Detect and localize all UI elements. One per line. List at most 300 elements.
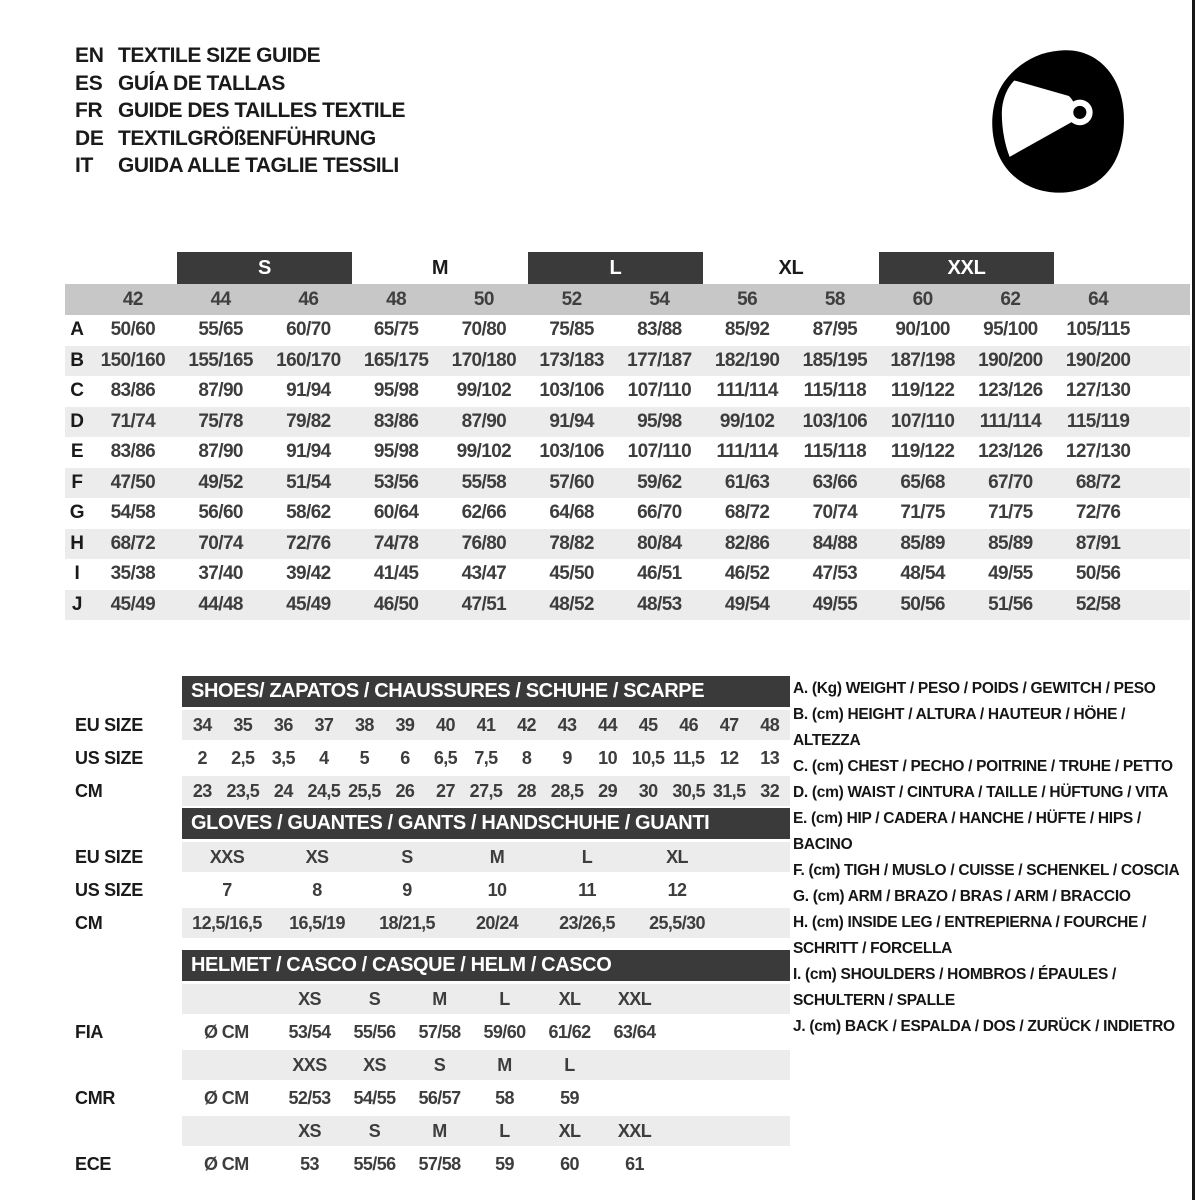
row-band bbox=[182, 1149, 790, 1179]
helmet-sizes-row bbox=[65, 1050, 790, 1080]
helmet-values-row bbox=[65, 1017, 790, 1047]
measure-value: 51/54 bbox=[286, 471, 331, 493]
measure-row bbox=[65, 437, 1190, 468]
measure-value: 46/52 bbox=[724, 563, 770, 585]
measure-value: 75/78 bbox=[198, 410, 243, 432]
measure-value: 84/88 bbox=[812, 532, 858, 554]
measure-value: 48/53 bbox=[637, 593, 682, 615]
helmet-size-label: M bbox=[432, 988, 447, 1009]
measure-value: 55/65 bbox=[198, 319, 243, 341]
size-value: 40 bbox=[436, 714, 455, 735]
measure-value: 49/55 bbox=[812, 593, 858, 615]
measure-value: 190/200 bbox=[978, 349, 1043, 371]
measure-row bbox=[65, 376, 1190, 407]
row-label: US SIZE bbox=[75, 879, 143, 900]
measure-value: 111/114 bbox=[979, 410, 1042, 432]
measure-value: 35/38 bbox=[110, 563, 156, 585]
size-value: 28,5 bbox=[550, 780, 584, 801]
size-value: 9 bbox=[402, 879, 412, 900]
language-title: GUIDE DES TAILLES TEXTILE bbox=[118, 99, 405, 122]
size-value: 16,5/19 bbox=[289, 912, 345, 933]
measure-value: 87/95 bbox=[812, 319, 858, 341]
measure-value: 83/86 bbox=[110, 380, 156, 402]
measure-value: 119/122 bbox=[890, 380, 955, 402]
row-band bbox=[182, 1083, 790, 1113]
size-value: 41 bbox=[476, 714, 496, 735]
measure-value: 39/42 bbox=[286, 563, 331, 585]
gloves-section-title: GLOVES / GUANTES / GANTS / HANDSCHUHE / GUANTI bbox=[182, 808, 790, 839]
measure-value: 165/175 bbox=[363, 349, 429, 371]
size-value: 36 bbox=[273, 714, 293, 735]
size-row bbox=[65, 710, 790, 740]
size-value: 2 bbox=[197, 747, 207, 768]
helmet-size-label: XXL bbox=[617, 988, 652, 1009]
row-band bbox=[182, 743, 790, 773]
gloves-size-table bbox=[65, 808, 790, 938]
size-value: 10 bbox=[487, 879, 507, 900]
helmet-size-label: M bbox=[497, 1054, 512, 1075]
measure-value: 182/190 bbox=[714, 349, 780, 371]
measure-value: 65/68 bbox=[900, 471, 945, 493]
size-value: 4 bbox=[319, 747, 329, 768]
size-value: 47 bbox=[719, 714, 739, 735]
size-value: 6 bbox=[400, 747, 410, 768]
measure-value: 53/56 bbox=[373, 471, 419, 493]
helmet-size-value: 59/60 bbox=[483, 1021, 526, 1042]
measure-value: 99/102 bbox=[456, 441, 512, 463]
measure-value: 70/80 bbox=[461, 319, 507, 341]
measure-value: 71/74 bbox=[110, 410, 156, 432]
helmet-size-value: 61 bbox=[625, 1153, 644, 1174]
helmet-size-label: XS bbox=[298, 988, 321, 1009]
measure-value: 83/86 bbox=[110, 441, 156, 463]
helmet-size-value: 58 bbox=[495, 1087, 514, 1108]
language-list bbox=[75, 42, 405, 180]
helmet-standard-label: ECE bbox=[75, 1153, 112, 1174]
size-value: XS bbox=[305, 846, 329, 867]
measure-value: 37/40 bbox=[198, 563, 243, 585]
size-value: L bbox=[581, 846, 593, 867]
language-title: GUÍA DE TALLAS bbox=[118, 71, 285, 95]
measure-value: 91/94 bbox=[549, 410, 594, 432]
size-value: 13 bbox=[760, 747, 780, 768]
legend-item: D. (cm) WAIST / CINTURA / TAILLE / HÜFTUNG / VITA bbox=[793, 784, 1169, 801]
measure-value: 87/90 bbox=[461, 410, 507, 432]
measure-value: 46/50 bbox=[373, 593, 419, 615]
measure-value: 52/58 bbox=[1075, 593, 1121, 615]
measurement-legend bbox=[793, 676, 1193, 1040]
measure-value: 41/45 bbox=[373, 563, 419, 585]
measure-row-label: D bbox=[70, 410, 84, 432]
legend-item: B. (cm) HEIGHT / ALTURA / HAUTEUR / HÖHE / ALTEZZA bbox=[793, 706, 1126, 749]
measure-value: 48/52 bbox=[549, 593, 594, 615]
measure-value: 99/102 bbox=[719, 410, 775, 432]
measure-value: 57/60 bbox=[549, 471, 594, 493]
size-value: 10 bbox=[598, 747, 617, 768]
size-value: 12 bbox=[719, 747, 739, 768]
helmet-standard-label: FIA bbox=[75, 1021, 104, 1042]
helmet-values-row bbox=[65, 1149, 790, 1179]
measure-value: 115/118 bbox=[803, 380, 867, 402]
measure-value: 61/63 bbox=[724, 471, 770, 493]
measure-value: 49/52 bbox=[198, 471, 243, 493]
measure-value: 87/90 bbox=[198, 380, 243, 402]
size-group-header bbox=[65, 252, 1190, 284]
measure-value: 83/88 bbox=[637, 319, 682, 341]
measure-row-label: E bbox=[70, 441, 84, 463]
helmet-size-value: 57/58 bbox=[418, 1153, 461, 1174]
size-value: 2,5 bbox=[231, 747, 255, 768]
measure-value: 103/106 bbox=[802, 410, 868, 432]
size-value: 34 bbox=[192, 714, 212, 735]
legend-item: C. (cm) CHEST / PECHO / POITRINE / TRUHE / PETTO bbox=[793, 758, 1173, 775]
measure-value: 103/106 bbox=[539, 441, 604, 463]
measure-value: 48/54 bbox=[900, 563, 945, 585]
numeric-size: 58 bbox=[824, 288, 845, 310]
measure-value: 85/89 bbox=[900, 532, 945, 554]
size-row bbox=[65, 842, 790, 872]
size-value: 6,5 bbox=[433, 747, 458, 768]
size-value: 24,5 bbox=[307, 780, 341, 801]
size-value: 23 bbox=[192, 780, 212, 801]
size-value: 48 bbox=[760, 714, 780, 735]
size-value: 25,5 bbox=[348, 780, 381, 801]
row-band bbox=[182, 1116, 790, 1146]
size-value: 27,5 bbox=[469, 780, 503, 801]
size-value: 45 bbox=[638, 714, 658, 735]
size-value: 32 bbox=[760, 780, 780, 801]
measure-value: 79/82 bbox=[286, 410, 331, 432]
gloves-rows bbox=[65, 842, 790, 938]
size-value: 35 bbox=[233, 714, 253, 735]
size-value: S bbox=[401, 846, 413, 867]
helmet-size-label: L bbox=[499, 1120, 510, 1141]
helmet-size-value: 59 bbox=[495, 1153, 514, 1174]
measure-value: 170/180 bbox=[451, 349, 517, 371]
row-band bbox=[182, 1017, 790, 1047]
helmet-size-label: XXS bbox=[292, 1054, 327, 1075]
size-group-m: M bbox=[431, 256, 449, 279]
numeric-size: 64 bbox=[1088, 288, 1109, 310]
size-value: 12 bbox=[667, 879, 687, 900]
measure-value: 123/126 bbox=[978, 380, 1043, 402]
language-row bbox=[75, 70, 405, 98]
measure-row bbox=[65, 498, 1190, 529]
measure-value: 62/66 bbox=[461, 502, 507, 524]
measure-value: 50/56 bbox=[1075, 563, 1121, 585]
legend-item: J. (cm) BACK / ESPALDA / DOS / ZURÜCK / INDIETRO bbox=[793, 1018, 1175, 1035]
numeric-size: 62 bbox=[1000, 288, 1021, 310]
size-value: 10,5 bbox=[631, 747, 665, 768]
measure-value: 75/85 bbox=[549, 319, 594, 341]
numeric-size: 44 bbox=[210, 288, 231, 310]
measure-value: 60/70 bbox=[286, 319, 331, 341]
measure-value: 187/198 bbox=[890, 349, 955, 371]
measure-value: 150/160 bbox=[100, 349, 166, 371]
measure-rows bbox=[65, 315, 1190, 620]
size-value: 18/21,5 bbox=[379, 912, 435, 933]
shoes-section-title: SHOES/ ZAPATOS / CHAUSSURES / SCHUHE / SCARPE bbox=[182, 676, 790, 707]
helmet-size-label: L bbox=[564, 1054, 575, 1075]
size-row bbox=[65, 743, 790, 773]
measure-value: 64/68 bbox=[549, 502, 594, 524]
measure-row bbox=[65, 407, 1190, 438]
measure-value: 59/62 bbox=[637, 471, 682, 493]
helmet-size-label: S bbox=[368, 988, 381, 1009]
helmet-rows bbox=[65, 984, 790, 1179]
measure-value: 45/50 bbox=[549, 563, 594, 585]
diameter-unit: Ø CM bbox=[204, 1021, 249, 1042]
measure-row-label: J bbox=[71, 593, 83, 615]
measure-value: 111/114 bbox=[716, 441, 778, 463]
measure-value: 127/130 bbox=[1065, 441, 1131, 463]
numeric-size: 54 bbox=[649, 288, 670, 310]
measure-value: 46/51 bbox=[637, 563, 682, 585]
row-label-spacer bbox=[65, 1050, 182, 1080]
measure-value: 83/86 bbox=[373, 410, 419, 432]
numeric-size: 46 bbox=[298, 288, 319, 310]
measure-value: 115/118 bbox=[803, 441, 867, 463]
size-value: 38 bbox=[354, 714, 374, 735]
language-title: TEXTILGRÖßENFÜHRUNG bbox=[118, 126, 376, 150]
helmet-size-value: 54/55 bbox=[353, 1087, 396, 1108]
measure-value: 74/78 bbox=[373, 532, 419, 554]
measure-value: 58/62 bbox=[286, 502, 331, 524]
measure-value: 177/187 bbox=[627, 349, 692, 371]
helmet-size-value: 59 bbox=[560, 1087, 579, 1108]
measure-value: 155/165 bbox=[188, 349, 253, 371]
helmet-size-label: XS bbox=[363, 1054, 386, 1075]
measure-value: 95/98 bbox=[373, 380, 419, 402]
measure-value: 71/75 bbox=[900, 502, 945, 524]
measure-value: 60/64 bbox=[373, 502, 419, 524]
measure-row-label: A bbox=[70, 319, 84, 341]
size-value: 29 bbox=[598, 780, 617, 801]
size-group-l: L bbox=[528, 252, 704, 284]
measure-value: 107/110 bbox=[890, 410, 955, 432]
measure-value: 107/110 bbox=[627, 441, 692, 463]
helmet-sizes-row bbox=[65, 1116, 790, 1146]
measure-value: 87/90 bbox=[198, 441, 243, 463]
measure-value: 50/60 bbox=[110, 319, 156, 341]
helmet-size-value: 56/57 bbox=[418, 1087, 461, 1108]
size-value: 44 bbox=[598, 714, 617, 735]
measure-value: 115/119 bbox=[1066, 410, 1130, 432]
size-value: 7,5 bbox=[474, 747, 498, 768]
size-value: 12,5/16,5 bbox=[192, 912, 262, 933]
measure-row bbox=[65, 590, 1190, 621]
measure-value: 99/102 bbox=[456, 380, 512, 402]
measure-value: 91/94 bbox=[286, 380, 331, 402]
row-label-spacer bbox=[65, 984, 182, 1014]
numeric-size: 56 bbox=[737, 288, 758, 310]
helmet-size-value: 53 bbox=[300, 1153, 319, 1174]
size-value: M bbox=[489, 846, 505, 867]
helmet-size-value: 61/62 bbox=[548, 1021, 591, 1042]
measure-value: 67/70 bbox=[988, 471, 1033, 493]
size-value: 23/26,5 bbox=[559, 912, 615, 933]
size-value: 7 bbox=[222, 879, 232, 900]
size-value: 24 bbox=[273, 780, 293, 801]
size-row bbox=[65, 875, 790, 905]
size-value: 11 bbox=[578, 879, 596, 900]
helmet-size-value: 55/56 bbox=[353, 1021, 396, 1042]
helmet-size-value: 60 bbox=[560, 1153, 579, 1174]
helmet-size-value: 52/53 bbox=[288, 1087, 331, 1108]
measure-value: 50/56 bbox=[900, 593, 945, 615]
helmet-sizes-row bbox=[65, 984, 790, 1014]
size-row bbox=[65, 908, 790, 938]
size-value: 3,5 bbox=[271, 747, 295, 768]
helmet-size-label: XL bbox=[558, 1120, 581, 1141]
language-code: ES bbox=[75, 71, 103, 95]
measure-value: 91/94 bbox=[286, 441, 331, 463]
measure-value: 95/98 bbox=[373, 441, 419, 463]
measure-value: 54/58 bbox=[110, 502, 156, 524]
size-value: 8 bbox=[312, 879, 322, 900]
measure-value: 95/100 bbox=[983, 319, 1038, 341]
helmet-values-row bbox=[65, 1083, 790, 1113]
measure-value: 71/75 bbox=[988, 502, 1033, 524]
measure-value: 173/183 bbox=[539, 349, 604, 371]
numeric-size: 60 bbox=[912, 288, 933, 310]
helmet-size-label: M bbox=[432, 1120, 447, 1141]
measure-value: 160/170 bbox=[276, 349, 341, 371]
measure-value: 87/91 bbox=[1075, 532, 1121, 554]
size-value: 5 bbox=[359, 747, 370, 768]
numeric-size: 50 bbox=[473, 288, 494, 310]
size-value: 42 bbox=[517, 714, 536, 735]
measure-value: 76/80 bbox=[461, 532, 507, 554]
measure-value: 72/76 bbox=[286, 532, 331, 554]
language-code: DE bbox=[75, 126, 104, 150]
measure-value: 51/56 bbox=[988, 593, 1033, 615]
measure-row-label: H bbox=[70, 532, 84, 554]
language-row bbox=[75, 152, 405, 180]
legend-item: I. (cm) SHOULDERS / HOMBROS / ÉPAULES / SCHULTERN / SPALLE bbox=[793, 966, 1117, 1009]
measure-value: 47/53 bbox=[812, 563, 858, 585]
measure-value: 47/51 bbox=[461, 593, 507, 615]
row-band bbox=[182, 1050, 790, 1080]
helmet-size-value: 53/54 bbox=[288, 1021, 331, 1042]
row-label: EU SIZE bbox=[75, 846, 143, 867]
row-label-spacer bbox=[65, 1116, 182, 1146]
measure-value: 70/74 bbox=[812, 502, 858, 524]
numeric-size: 42 bbox=[122, 288, 143, 310]
row-label: US SIZE bbox=[75, 747, 143, 768]
legend-item: G. (cm) ARM / BRAZO / BRAS / ARM / BRACCIO bbox=[793, 888, 1131, 905]
measure-value: 82/86 bbox=[724, 532, 770, 554]
size-value: XL bbox=[666, 846, 688, 867]
helmet-section-title: HELMET / CASCO / CASQUE / HELM / CASCO bbox=[182, 950, 790, 981]
language-title: GUIDA ALLE TAGLIE TESSILI bbox=[118, 154, 399, 177]
helmet-size-label: XS bbox=[298, 1120, 321, 1141]
language-row bbox=[75, 125, 405, 153]
legend-item: E. (cm) HIP / CADERA / HANCHE / HÜFTE / HIPS / BACINO bbox=[793, 810, 1141, 853]
numeric-size: 48 bbox=[386, 288, 407, 310]
measure-value: 49/55 bbox=[988, 563, 1033, 585]
measure-value: 123/126 bbox=[978, 441, 1043, 463]
legend-item: H. (cm) INSIDE LEG / ENTREPIERNA / FOURCHE / SCHRITT / FORCELLA bbox=[793, 914, 1147, 957]
size-value: 31,5 bbox=[712, 780, 746, 801]
size-value: 39 bbox=[395, 714, 415, 735]
measure-value: 80/84 bbox=[637, 532, 682, 554]
row-band bbox=[182, 776, 790, 806]
size-value: 46 bbox=[679, 714, 699, 735]
measure-row-label: G bbox=[69, 502, 85, 524]
size-group-xxl: XXL bbox=[879, 252, 1055, 284]
row-band bbox=[182, 984, 790, 1014]
measure-value: 49/54 bbox=[724, 593, 770, 615]
size-value: 30,5 bbox=[672, 780, 705, 801]
row-band bbox=[182, 908, 790, 938]
measure-value: 185/195 bbox=[802, 349, 868, 371]
numeric-size: 52 bbox=[561, 288, 582, 310]
measure-row bbox=[65, 559, 1190, 590]
language-title: TEXTILE SIZE GUIDE bbox=[118, 44, 321, 67]
measure-value: 72/76 bbox=[1075, 502, 1121, 524]
size-value: 8 bbox=[521, 747, 532, 768]
helmet-size-label: XXL bbox=[617, 1120, 652, 1141]
size-value: 11,5 bbox=[672, 747, 705, 768]
shoes-rows bbox=[65, 710, 790, 806]
measure-value: 105/115 bbox=[1066, 319, 1130, 341]
helmet-icon bbox=[980, 36, 1136, 206]
size-value: XXS bbox=[209, 846, 245, 867]
measure-value: 68/72 bbox=[724, 502, 770, 524]
row-label: CM bbox=[75, 780, 103, 801]
helmet-size-label: S bbox=[368, 1120, 381, 1141]
row-band bbox=[182, 875, 790, 905]
measure-row bbox=[65, 315, 1190, 346]
measure-value: 56/60 bbox=[198, 502, 243, 524]
size-value: 25,5/30 bbox=[649, 912, 705, 933]
size-value: 28 bbox=[517, 780, 536, 801]
measure-value: 45/49 bbox=[286, 593, 331, 615]
size-value: 27 bbox=[436, 780, 455, 801]
language-row bbox=[75, 97, 405, 125]
measure-value: 43/47 bbox=[461, 563, 507, 585]
numeric-size-row bbox=[65, 284, 1190, 315]
measure-value: 44/48 bbox=[198, 593, 243, 615]
size-group-s: S bbox=[177, 252, 353, 284]
diameter-unit: Ø CM bbox=[204, 1087, 249, 1108]
measure-value: 65/75 bbox=[373, 319, 419, 341]
size-value: 37 bbox=[314, 714, 334, 735]
measure-value: 63/66 bbox=[812, 471, 858, 493]
helmet-size-label: L bbox=[499, 988, 510, 1009]
measure-value: 107/110 bbox=[627, 380, 692, 402]
size-value: 43 bbox=[557, 714, 577, 735]
row-band bbox=[182, 710, 790, 740]
row-label: CM bbox=[75, 912, 103, 933]
helmet-size-value: 63/64 bbox=[613, 1021, 656, 1042]
measure-value: 68/72 bbox=[1075, 471, 1121, 493]
shoes-size-table bbox=[65, 676, 790, 806]
measure-value: 85/92 bbox=[724, 319, 770, 341]
language-row bbox=[75, 42, 405, 70]
measure-value: 103/106 bbox=[539, 380, 604, 402]
measure-value: 119/122 bbox=[890, 441, 955, 463]
measure-value: 127/130 bbox=[1065, 380, 1131, 402]
row-band bbox=[182, 842, 790, 872]
size-value: 30 bbox=[638, 780, 658, 801]
language-code: EN bbox=[75, 44, 104, 67]
measure-value: 190/200 bbox=[1065, 349, 1131, 371]
size-value: 20/24 bbox=[475, 912, 519, 933]
language-code: FR bbox=[75, 99, 103, 122]
measure-row-label: C bbox=[70, 380, 84, 402]
